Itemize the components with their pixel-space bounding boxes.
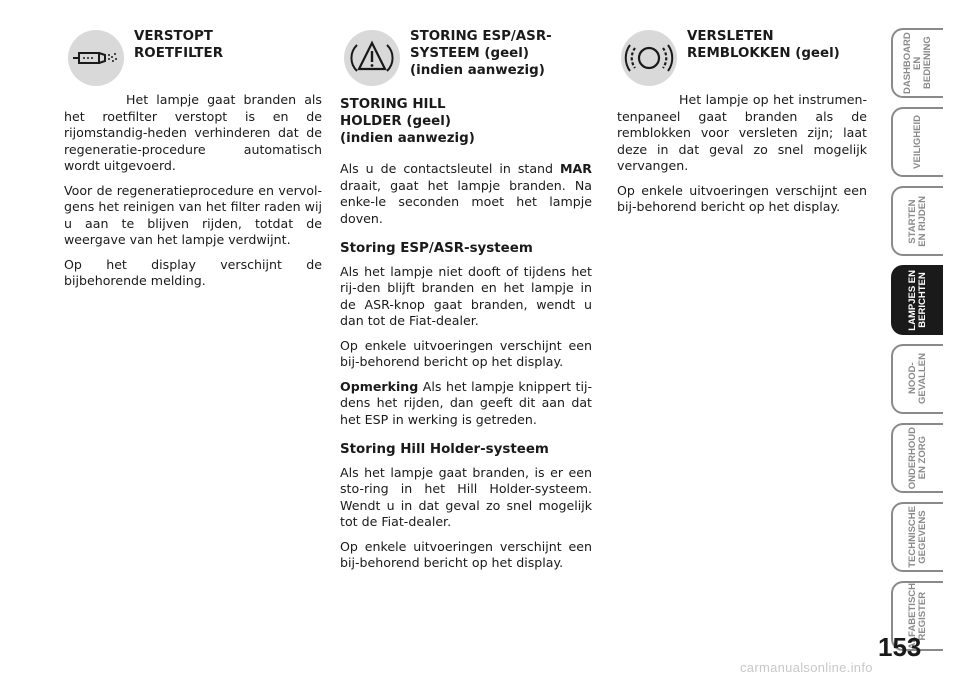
tab-label: ONDERHOUD EN ZORG: [907, 426, 928, 490]
tab-label: STARTEN EN RIJDEN: [907, 195, 928, 247]
tab-label: VEILIGHEID: [912, 115, 923, 169]
section-title-hill-holder: STORING HILL HOLDER (geel) (indien aanwezig): [340, 97, 475, 146]
brake-pad-wear-icon: [621, 30, 677, 86]
subheading-hill-holder: Storing Hill Holder-systeem: [340, 442, 549, 457]
paragraph-intro: [340, 161, 592, 227]
key-position: MAR: [560, 161, 592, 176]
tab-safety[interactable]: [891, 107, 943, 177]
paragraph: Voor de regeneratieprocedure en vervol-gens het reinigen van het filter raden wij u aan te blijven rijden, totdat de weergave van het lampje verdwijnt.: [64, 182, 322, 247]
paragraph: Op enkele uitvoeringen verschijnt een bij-behorend bericht op het display.: [340, 337, 592, 369]
paragraph: Het lampje op het instrumen-tenpaneel gaat branden als de remblokken voor versleten zijn; laat deze in dat geval zo snel mogelijk vervangen.: [617, 92, 867, 173]
note-paragraph: [340, 379, 592, 429]
tab-maintenance[interactable]: [891, 423, 943, 493]
column-esp-failure: [340, 28, 592, 580]
watermark: carmanualsonline.info: [740, 660, 873, 675]
column-clogged-filter: [64, 28, 322, 298]
subheading-esp: Storing ESP/ASR-systeem: [340, 241, 533, 256]
paragraph: Als het lampje gaat branden, is er een sto-ring in het Hill Holder-systeem. Wendt u in dat geval zo snel mogelijk tot de Fiat-dealer.: [340, 464, 592, 529]
section-title-clogged-filter: VERSTOPT ROETFILTER: [134, 29, 224, 61]
tab-label: TECHNISCHE GEGEVENS: [907, 506, 928, 568]
section-title-esp: STORING ESP/ASR- SYSTEEM (geel) (indien aanwezig): [410, 29, 552, 78]
tab-emergencies[interactable]: [891, 344, 943, 414]
page-number: 153: [878, 632, 922, 662]
chapter-tabs: [891, 28, 951, 660]
paragraph: Als het lampje niet dooft of tijdens het rij-den blijft branden en het lampje in de ASR-knop gaat branden, wendt u dan tot de Fiat-dealer.: [340, 263, 592, 328]
note-label: Opmerking: [340, 378, 419, 394]
tab-starting-driving[interactable]: [891, 186, 943, 256]
paragraph: Op het display verschijnt de bijbehorende melding.: [64, 256, 322, 288]
intro-text-end: draait, gaat het lampje branden. Na enke-le seconden moet het lampje doven.: [340, 177, 592, 226]
tab-technical-data[interactable]: [891, 502, 943, 572]
tab-label: DASHBOARD EN BEDIENING: [902, 32, 933, 94]
note-text: Als het lampje knippert tij-dens het rijden, dan geeft dit aan dat het ESP in werking is getreden.: [340, 378, 592, 427]
tab-dashboard[interactable]: [891, 28, 943, 98]
intro-text: Als u de contactsleutel in stand: [340, 161, 561, 176]
paragraph: Het lampje gaat branden als het roetfilter verstopt is en de rijomstandig-heden verhinderen dat de regeneratie-procedure automatisch wordt uitgevoerd.: [64, 92, 322, 173]
column-brake-pads: [617, 28, 867, 224]
clogged-dpf-icon: [68, 30, 124, 86]
tab-warning-lights[interactable]: [891, 265, 943, 335]
paragraph: Op enkele uitvoeringen verschijnt een bij-behorend bericht op het display.: [617, 182, 867, 214]
tab-label: NOOD- GEVALLEN: [907, 353, 928, 405]
paragraph: Op enkele uitvoeringen verschijnt een bij-behorend bericht op het display.: [340, 538, 592, 570]
tab-label: ALFABETISCH REGISTER: [907, 582, 928, 650]
tab-label: LAMPJES EN BERICHTEN: [907, 269, 928, 331]
section-title-brake-pads: VERSLETEN REMBLOKKEN (geel): [687, 29, 840, 61]
esp-warning-icon: [344, 30, 400, 86]
